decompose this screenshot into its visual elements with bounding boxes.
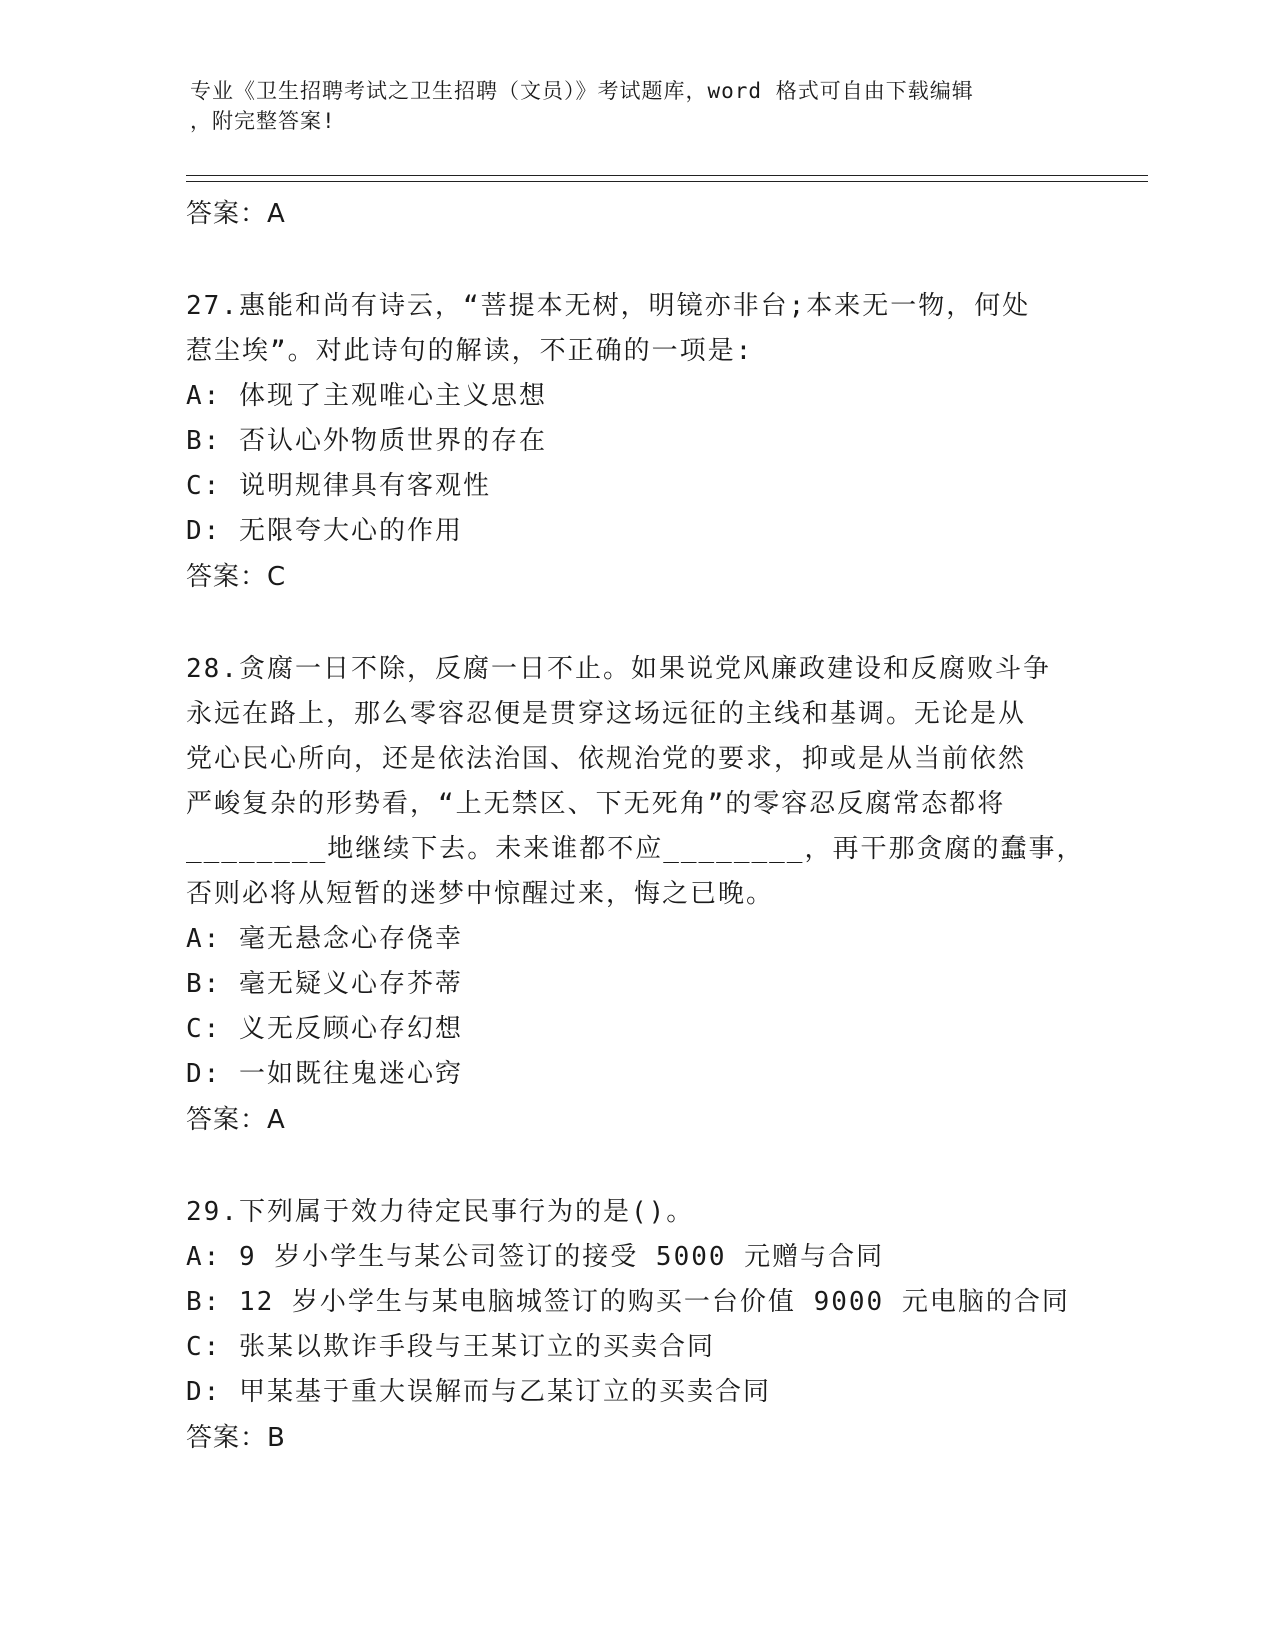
answer: 答案：A [186,1105,286,1135]
option-c: C: 说明规律具有客观性 [186,471,491,501]
question-29 [186,1190,1086,1461]
option-b: B: 12 岁小学生与某电脑城签订的购买一台价值 9000 元电脑的合同 [186,1287,1070,1317]
header-line-1: 专业《卫生招聘考试之卫生招聘（文员）》考试题库，word 格式可自由下载编辑 [190,79,974,103]
option-c: C: 义无反顾心存幻想 [186,1014,463,1044]
answer: 答案：B [186,1423,286,1453]
option-d: D: 无限夸大心的作用 [186,516,463,546]
question-stem-line: 29.下列属于效力待定民事行为的是()。 [186,1197,695,1227]
option-a: A: 9 岁小学生与某公司签订的接受 5000 元赠与合同 [186,1242,885,1272]
option-b: B: 否认心外物质世界的存在 [186,426,547,456]
question-stem-line: 28.贪腐一日不除，反腐一日不止。如果说党风廉政建设和反腐败斗争 [186,654,1051,684]
option-d: D: 一如既往鬼迷心窍 [186,1059,463,1089]
answer: 答案：C [186,562,287,592]
option-b: B: 毫无疑义心存芥蒂 [186,969,463,999]
question-stem-line: ________地继续下去。未来谁都不应________，再干那贪腐的蠢事， [186,834,1085,864]
question-28 [186,647,1086,1143]
question-stem-line: 否则必将从短暂的迷梦中惊醒过来，悔之已晚。 [186,879,775,909]
question-27 [186,284,1086,600]
option-c: C: 张某以欺诈手段与王某订立的买卖合同 [186,1332,715,1362]
question-stem-line: 党心民心所向，还是依法治国、依规治党的要求，抑或是从当前依然 [186,744,1027,774]
previous-answer: 答案：A [186,199,286,229]
header-divider-top [186,175,1148,176]
question-list [186,191,1086,1461]
option-a: A: 毫无悬念心存侥幸 [186,924,463,954]
option-d: D: 甲某基于重大误解而与乙某订立的买卖合同 [186,1377,771,1407]
spacer [186,1143,1086,1190]
header-divider-bottom [186,181,1148,182]
question-stem-line: 永远在路上，那么零容忍便是贯穿这场远征的主线和基调。无论是从 [186,699,1027,729]
spacer [186,600,1086,647]
question-stem-line: 严峻复杂的形势看，“上无禁区、下无死角”的零容忍反腐常态都将 [186,789,1006,819]
page-header [190,76,1080,136]
header-line-2: ，附完整答案! [190,109,336,133]
option-a: A: 体现了主观唯心主义思想 [186,381,547,411]
question-stem-line: 27.惠能和尚有诗云，“菩提本无树，明镜亦非台;本来无一物，何处 [186,291,1031,321]
question-stem-line: 惹尘埃”。对此诗句的解读，不正确的一项是: [186,336,754,366]
spacer [186,237,1086,284]
